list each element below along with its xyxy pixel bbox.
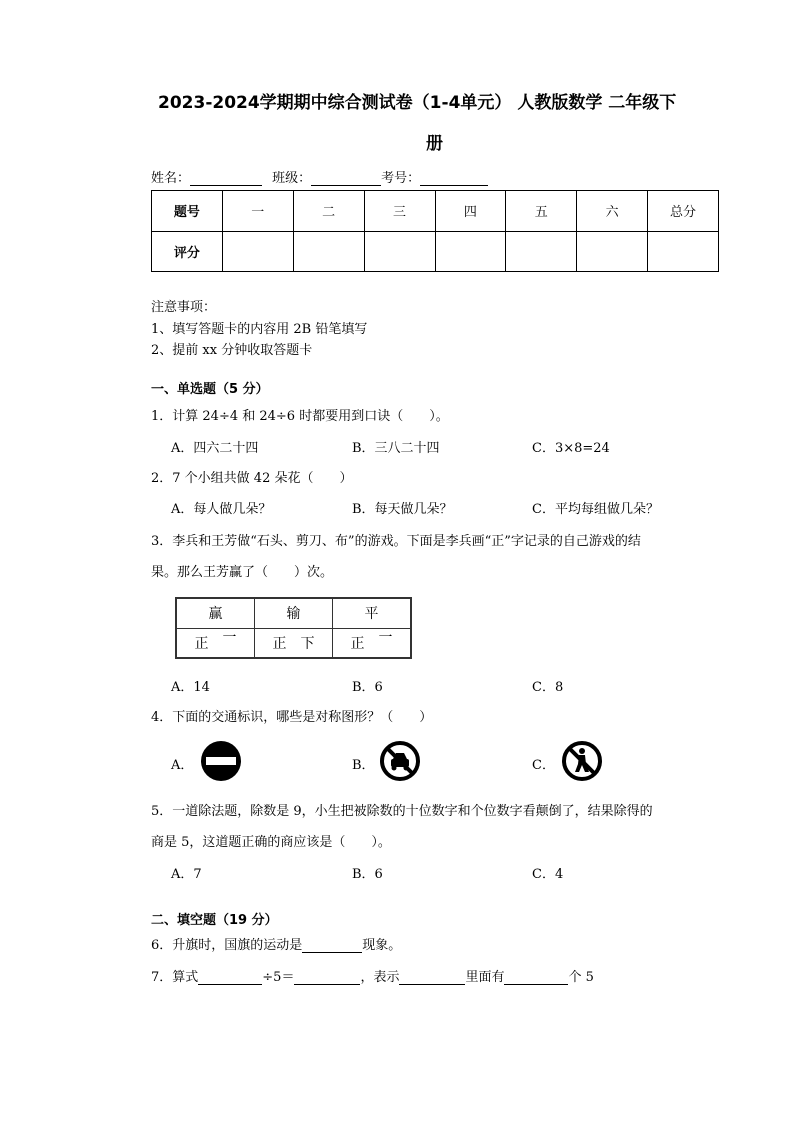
score-input-cell[interactable] <box>364 231 435 272</box>
q2-option-b[interactable]: B．每天做几朵？ <box>352 502 453 517</box>
tally-table <box>175 597 412 659</box>
score-row-label: 评分 <box>152 231 223 272</box>
tally-header-win: 赢 <box>176 598 255 628</box>
question-1-text: 1．计算 24÷4 和 24÷6 时都要用到口诀（ ）。 <box>151 409 449 424</box>
section-heading: 二、填空题（19 分） <box>151 913 278 928</box>
question-7 <box>151 966 594 985</box>
page-title: 2023-2024学期期中综合测试卷（1-4单元） 人教版数学 二年级下 <box>158 93 677 113</box>
q3-option-c[interactable]: C．8 <box>532 680 564 695</box>
q7-blank-dividend[interactable] <box>198 970 262 985</box>
score-table <box>151 190 719 272</box>
tally-cell-lose <box>255 628 333 658</box>
score-table-score-row <box>152 231 719 272</box>
notes-item: 2、提前 xx 分钟收取答题卡 <box>151 343 313 358</box>
q4-option-c[interactable]: C． <box>532 758 555 773</box>
score-cell: 题号 <box>152 191 223 232</box>
q7-blank-quotient[interactable] <box>294 970 360 985</box>
section-heading: 一、单选题（5 分） <box>151 382 269 397</box>
q6-text-end: 现象。 <box>362 938 402 953</box>
score-cell: 五 <box>506 191 577 232</box>
q2-option-c[interactable]: C．平均每组做几朵？ <box>532 502 659 517</box>
tally-mark: 一 <box>222 629 237 646</box>
name-label: 姓名： <box>151 171 191 186</box>
question-5-text: 5．一道除法题，除数是 9，小生把被除数的十位数字和个位数字看颠倒了，结果除得的 <box>151 804 653 819</box>
name-blank[interactable] <box>190 171 262 186</box>
tally-header-draw: 平 <box>333 598 412 628</box>
q3-option-b[interactable]: B．6 <box>352 680 383 695</box>
q5-option-b[interactable]: B．6 <box>352 867 383 882</box>
q2-option-a[interactable]: A．每人做几朵？ <box>171 502 272 517</box>
tally-mark: 一 <box>378 629 393 646</box>
q7-text: ，表示 <box>360 970 400 985</box>
score-cell: 三 <box>364 191 435 232</box>
q7-text: 里面有 <box>465 970 505 985</box>
tally-mark: 正 <box>350 635 365 652</box>
q7-blank-meaning-2[interactable] <box>504 970 568 985</box>
q1-option-c[interactable]: C．3×8=24 <box>532 441 610 456</box>
tally-cell-win <box>176 628 255 658</box>
question-2-text: 2．7 个小组共做 42 朵花（ ） <box>151 471 353 486</box>
q1-option-b[interactable]: B．三八二十四 <box>352 441 440 456</box>
tally-header-row <box>176 598 411 628</box>
q7-text: ÷5＝ <box>262 970 295 985</box>
q4-option-b[interactable]: B． <box>352 758 375 773</box>
notes-heading: 注意事项： <box>151 300 217 315</box>
score-input-cell[interactable] <box>222 231 293 272</box>
score-input-cell[interactable] <box>648 231 719 272</box>
q1-option-a[interactable]: A．四六二十四 <box>171 441 259 456</box>
question-6 <box>151 934 401 953</box>
tally-mark: 正 <box>272 635 287 652</box>
score-cell: 一 <box>222 191 293 232</box>
q6-text: 6．升旗时，国旗的运动是 <box>151 938 303 953</box>
tally-mark: 正 <box>194 635 209 652</box>
no-entry-sign-icon <box>200 740 242 782</box>
notes-item: 1、填写答题卡的内容用 2B 铅笔填写 <box>151 322 368 337</box>
question-4-text: 4．下面的交通标识，哪些是对称图形？（ ） <box>151 710 433 725</box>
no-pedestrian-sign-icon <box>561 740 603 782</box>
q5-option-a[interactable]: A．7 <box>171 867 202 882</box>
question-3-text-continued: 果。那么王芳赢了（ ）次。 <box>151 565 334 580</box>
score-cell: 总分 <box>648 191 719 232</box>
question-3-text: 3．李兵和王芳做“石头、剪刀、布”的游戏。下面是李兵画“正”字记录的自己游戏的结 <box>151 534 641 549</box>
score-cell: 二 <box>293 191 364 232</box>
q5-option-c[interactable]: C．4 <box>532 867 564 882</box>
question-5-text-continued: 商是 5，这道题正确的商应该是（ ）。 <box>151 835 391 850</box>
score-input-cell[interactable] <box>577 231 648 272</box>
score-input-cell[interactable] <box>293 231 364 272</box>
q6-answer-blank[interactable] <box>302 938 362 953</box>
q7-text: 7．算式 <box>151 970 199 985</box>
exam-label: 考号： <box>381 171 421 186</box>
q7-text: 个 5 <box>568 970 594 985</box>
tally-header-lose: 输 <box>255 598 333 628</box>
q7-blank-meaning-1[interactable] <box>399 970 465 985</box>
class-label: 班级： <box>272 171 312 186</box>
score-cell: 四 <box>435 191 506 232</box>
tally-marks-row <box>176 628 411 658</box>
class-blank[interactable] <box>311 171 381 186</box>
q4-option-a[interactable]: A． <box>171 758 194 773</box>
score-table-header-row <box>152 191 719 232</box>
student-info-line <box>151 167 488 186</box>
score-input-cell[interactable] <box>435 231 506 272</box>
no-car-sign-icon <box>379 740 421 782</box>
tally-cell-draw <box>333 628 412 658</box>
page-title-continued: 册 <box>426 134 443 154</box>
exam-number-blank[interactable] <box>420 171 488 186</box>
score-input-cell[interactable] <box>506 231 577 272</box>
q3-option-a[interactable]: A．14 <box>171 680 210 695</box>
score-cell: 六 <box>577 191 648 232</box>
tally-mark: 下 <box>300 635 315 652</box>
